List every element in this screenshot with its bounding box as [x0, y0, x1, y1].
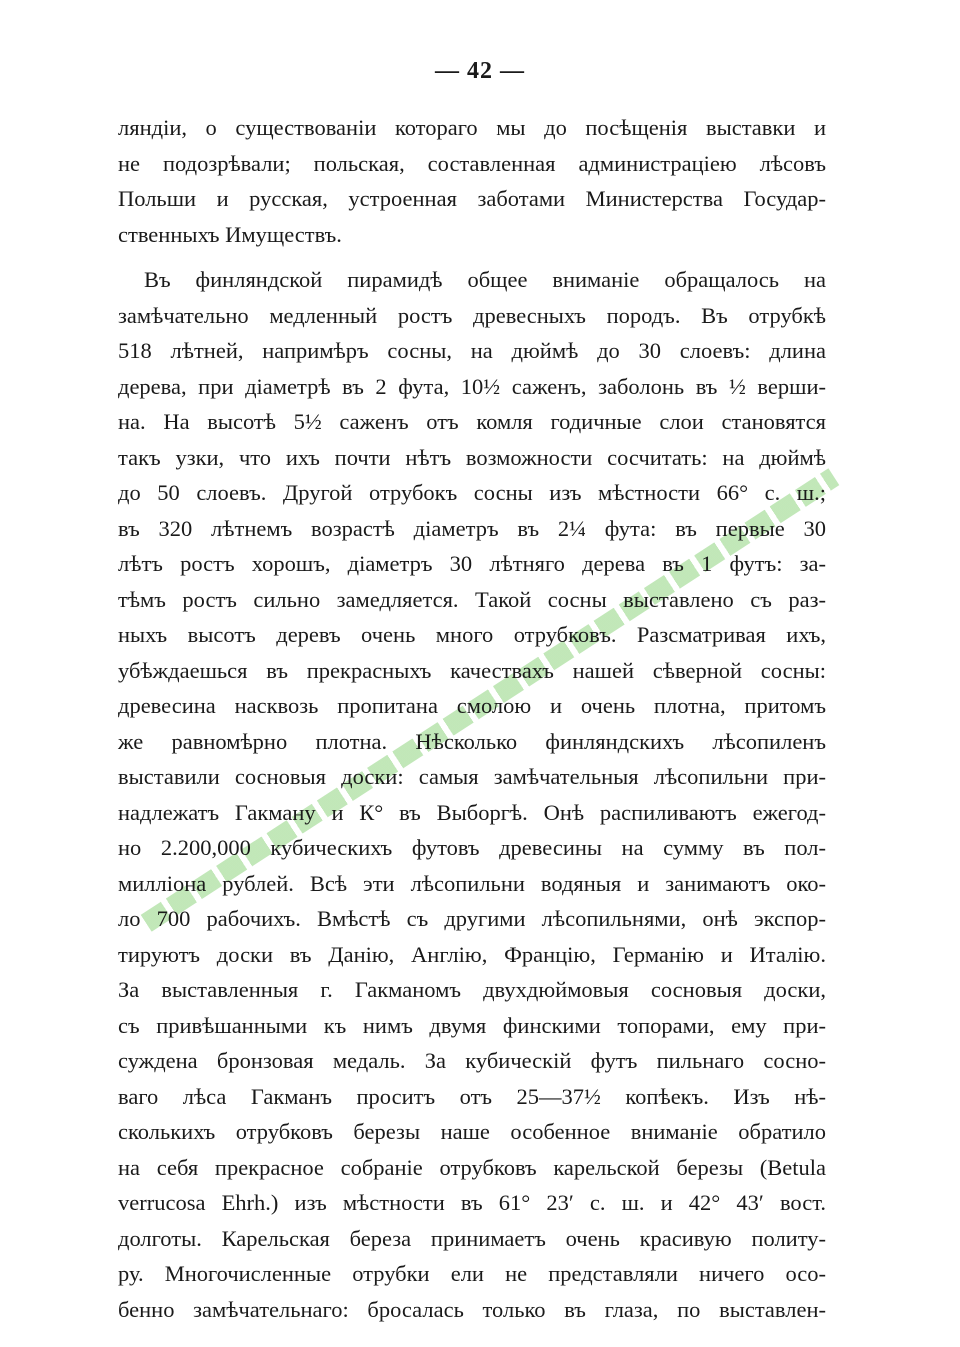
- text-line: милліона рублей. Всѣ эти лѣсопильни водяныя и занимаютъ око-: [118, 870, 826, 896]
- text-line: на. На высотѣ 5½ саженъ отъ комля годичные слои становятся: [118, 409, 826, 434]
- text-line: ло 700 рабочихъ. Вмѣстѣ съ другими лѣсопильнями, онѣ экспор-: [118, 906, 826, 931]
- text-line: но 2.200,000 кубическихъ футовъ древесины на сумму въ пол-: [118, 835, 826, 860]
- body-text: [118, 110, 826, 1327]
- text-line: древесина насквозь пропитана смолою и очень плотна, притомъ: [118, 693, 826, 718]
- text-line: лѣтъ ростъ хорошъ, діаметръ 30 лѣтняго дерева въ 1 футъ: за-: [118, 551, 826, 576]
- text-line: бенно замѣчательнаго: бросалась только въ глаза, по выставлен-: [118, 1296, 826, 1322]
- text-line: же равномѣрно плотна. Нѣсколько финляндскихъ лѣсопиленъ: [118, 728, 826, 754]
- text-line: долготы. Карельская береза принимаетъ очень красивую политу-: [118, 1225, 826, 1251]
- text-line: Польши и русская, устроенная заботами Министерства Государ-: [118, 186, 826, 211]
- text-line: убѣждаешься въ прекрасныхъ качествахъ нашей сѣверной сосны:: [118, 657, 826, 683]
- text-line: съ привѣшанными къ нимъ двумя финскими топорами, ему при-: [118, 1012, 826, 1038]
- text-line: тируютъ доски въ Данію, Англію, Францію, Германію и Италію.: [118, 941, 826, 967]
- text-line: дерева, при діаметрѣ въ 2 фута, 10½ саженъ, заболонь въ ½ верши-: [118, 373, 826, 399]
- text-line: въ 320 лѣтнемъ возрастѣ діаметръ въ 2¼ фута: въ первые 30: [118, 515, 826, 541]
- text-line: до 50 слоевъ. Другой отрубокъ сосны изъ мѣстности 66° с. ш.;: [118, 480, 826, 505]
- text-line: замѣчательно медленный ростъ древесныхъ породъ. Въ отрубкѣ: [118, 302, 826, 328]
- text-line: выставили сосновыя доски: самыя замѣчательныя лѣсопильни при-: [118, 764, 826, 789]
- text-line: ныхъ высотъ деревъ очень много отрубковъ. Разсматривая ихъ,: [118, 622, 826, 647]
- text-line: За выставленныя г. Гакманомъ двухдюймовыя сосновыя доски,: [118, 977, 826, 1002]
- text-line: ляндіи, о существованіи котораго мы до посѣщенія выставки и: [118, 115, 826, 140]
- page-number: — 42 —: [435, 58, 525, 84]
- text-line: такъ узки, что ихъ почти нѣтъ возможности сосчитать: на дюймѣ: [118, 444, 826, 470]
- text-line: Въ финляндской пирамидѣ общее вниманіе обращалось на: [144, 267, 826, 292]
- text-line: ваго лѣса Гакманъ проситъ отъ 25—37½ копѣекъ. Изъ нѣ-: [118, 1083, 826, 1109]
- paragraph-1: [118, 110, 826, 252]
- text-line: на себя прекрасное собраніе отрубковъ карельской березы (Betula: [118, 1154, 826, 1180]
- text-line: ру. Многочисленные отрубки ели не представляли ничего осо-: [118, 1261, 826, 1286]
- text-line: тѣмъ ростъ сильно замедляется. Такой сосны выставлено съ раз-: [118, 586, 826, 612]
- text-line: не подозрѣвали; польская, составленная администраціею лѣсовъ: [118, 150, 826, 176]
- paragraph-2: [118, 262, 826, 1327]
- text-line: verrucosa Ehrh.) изъ мѣстности въ 61° 23′ с. ш. и 42° 43′ вост.: [118, 1190, 826, 1215]
- text-line: 518 лѣтней, напримѣръ сосны, на дюймѣ до 30 слоевъ: длина: [118, 338, 826, 363]
- text-line: надлежатъ Гакману и К° въ Выборгѣ. Онѣ распиливаютъ ежегод-: [118, 799, 826, 825]
- text-line: суждена бронзовая медаль. За кубическій футъ пильнаго сосно-: [118, 1048, 826, 1073]
- text-line: сколькихъ отрубковъ березы наше особенное вниманіе обратило: [118, 1119, 826, 1144]
- text-line: ственныхъ Имуществъ.: [118, 221, 342, 247]
